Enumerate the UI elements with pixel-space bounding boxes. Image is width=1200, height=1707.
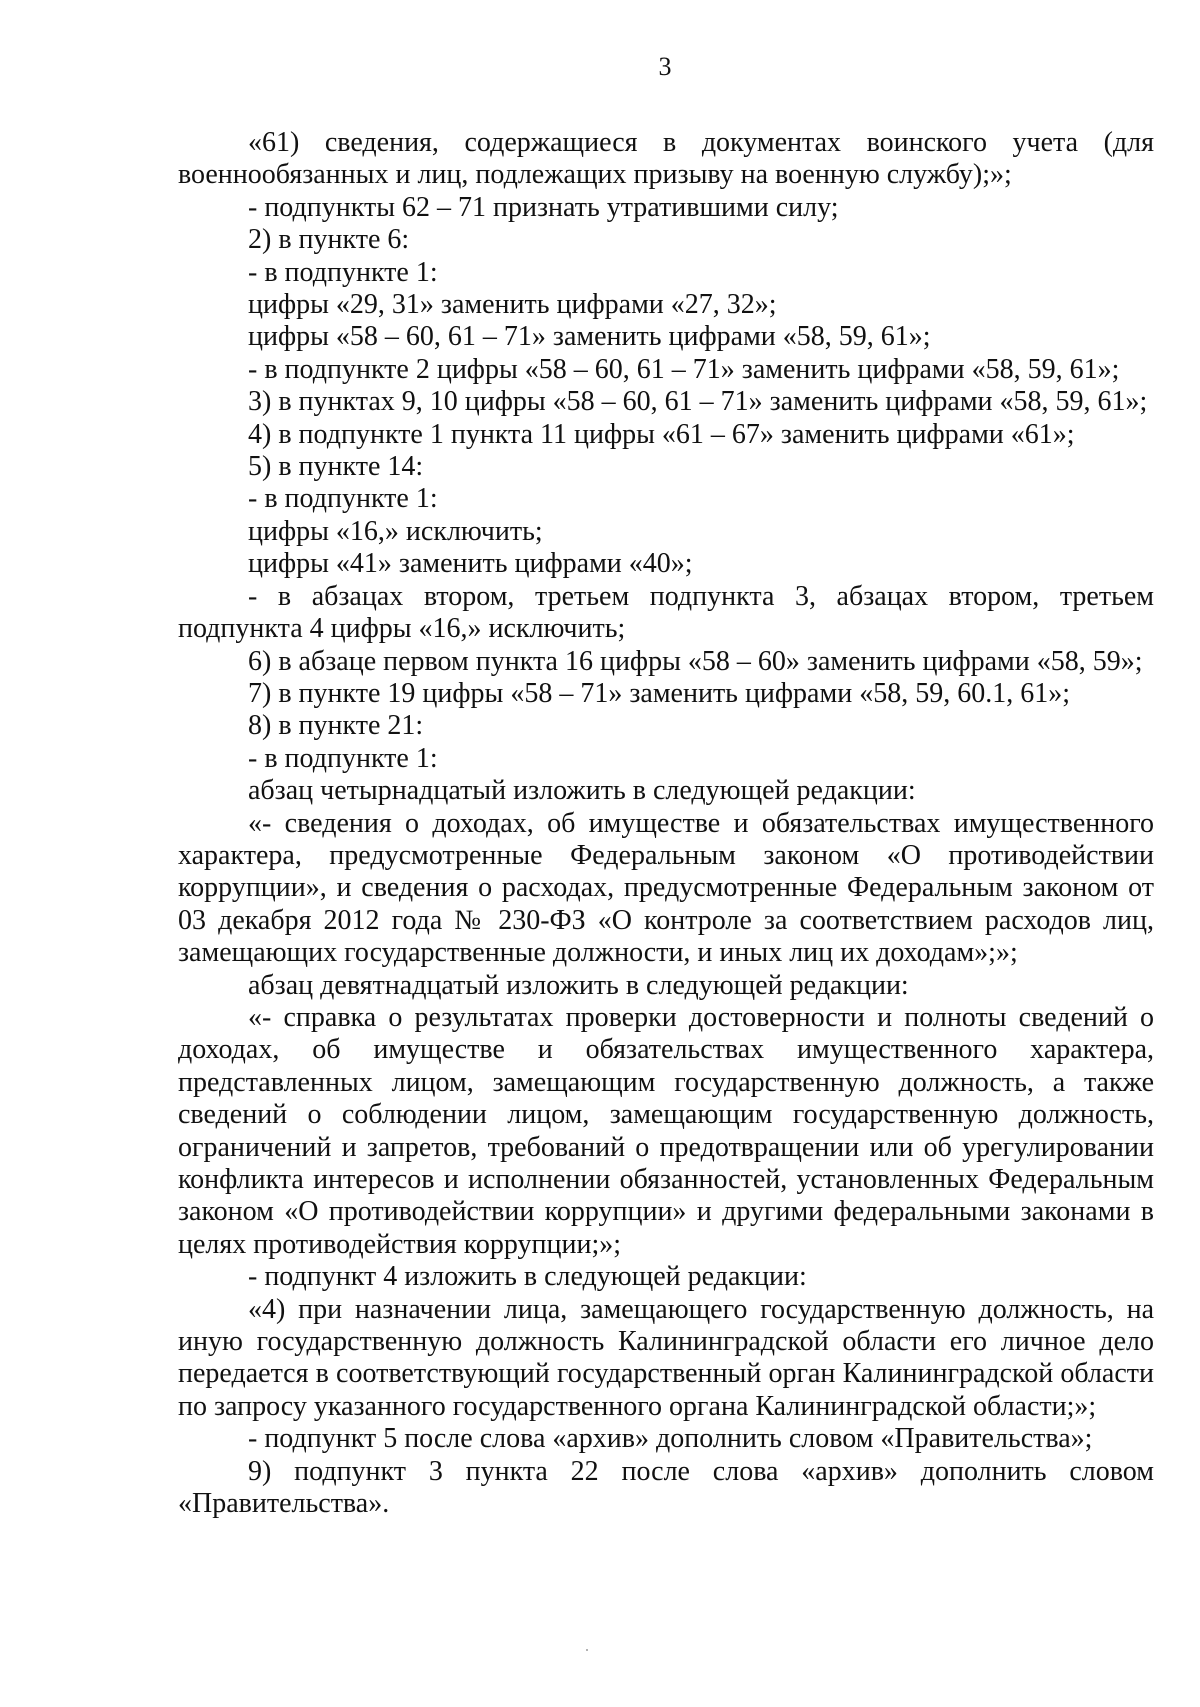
paragraph: абзац девятнадцатый изложить в следующей редакции: [248, 969, 909, 1001]
page-number: 3 [658, 52, 672, 81]
paragraph: цифры «58 – 60, 61 – 71» заменить цифрами «58, 59, 61»; [248, 321, 931, 353]
paragraph: 9) подпункт 3 пункта 22 после слова «архив» дополнить словом «Правительства». [178, 1455, 1154, 1520]
paragraph: - в подпункте 1: [248, 256, 438, 288]
paragraph: 3) в пунктах 9, 10 цифры «58 – 60, 61 – 71» заменить цифрами «58, 59, 61»; [248, 386, 1148, 418]
paragraph: «61) сведения, содержащиеся в документах воинского учета (для военнообязанных и лиц, подлежащих призыву на военную службу);»; [178, 127, 1154, 191]
paragraph: - в подпункте 1: [248, 742, 438, 774]
paragraph: абзац четырнадцатый изложить в следующей редакции: [248, 775, 916, 807]
document-body [178, 127, 1154, 1520]
paragraph: - подпункт 4 изложить в следующей редакции: [248, 1261, 807, 1293]
paragraph: 2) в пункте 6: [248, 224, 410, 256]
paragraph: - подпункт 5 после слова «архив» дополнить словом «Правительства»; [248, 1423, 1093, 1455]
paragraph: 7) в пункте 19 цифры «58 – 71» заменить цифрами «58, 59, 60.1, 61»; [248, 677, 1070, 709]
paragraph: - в абзацах втором, третьем подпункта 3, абзацах втором, третьем подпункта 4 цифры «16,» исключить; [178, 580, 1154, 645]
paragraph: цифры «29, 31» заменить цифрами «27, 32»; [248, 289, 777, 321]
paragraph: цифры «16,» исключить; [248, 515, 543, 547]
scan-speck [586, 1649, 588, 1651]
paragraph: - подпункты 62 – 71 признать утратившими силу; [248, 191, 839, 223]
paragraph: 4) в подпункте 1 пункта 11 цифры «61 – 67» заменить цифрами «61»; [248, 418, 1075, 450]
paragraph: «- сведения о доходах, об имуществе и обязательствах имущественного характера, предусмотренные Федеральным законом «О противодействии коррупции», и сведения о расходах, предусмотренные Федеральным законом от 03 декабря 2012 года № 230-ФЗ «О контроле за соответствием расходов лиц, замещающих государственные должности, и иных лиц их доходам»;»; [178, 807, 1154, 969]
paragraph: «- справка о результатах проверки достоверности и полноты сведений о доходах, об имуществе и обязательствах имущественного характера, представленных лицом, замещающим государственную должность, а также сведений о соблюдении лицом, замещающим государственную должность, ограничений и запретов, требований о предотвращении или об урегулировании конфликта интересов и исполнении обязанностей, установленных Федеральным законом «О противодействии коррупции» и другими федеральными законами в целях противодействия коррупции;»; [178, 1001, 1154, 1260]
paragraph: цифры «41» заменить цифрами «40»; [248, 548, 693, 580]
paragraph: «4) при назначении лица, замещающего государственную должность, на иную государственную должность Калининградской области его личное дело передается в соответствующий государственный орган Калининградской области по запросу указанного государственного органа Калининградской области;»; [178, 1293, 1154, 1422]
paragraph: 5) в пункте 14: [248, 451, 424, 483]
paragraph: - в подпункте 2 цифры «58 – 60, 61 – 71» заменить цифрами «58, 59, 61»; [248, 353, 1120, 385]
paragraph: 6) в абзаце первом пункта 16 цифры «58 – 60» заменить цифрами «58, 59»; [248, 645, 1143, 677]
paragraph: 8) в пункте 21: [248, 710, 424, 742]
paragraph: - в подпункте 1: [248, 483, 438, 515]
